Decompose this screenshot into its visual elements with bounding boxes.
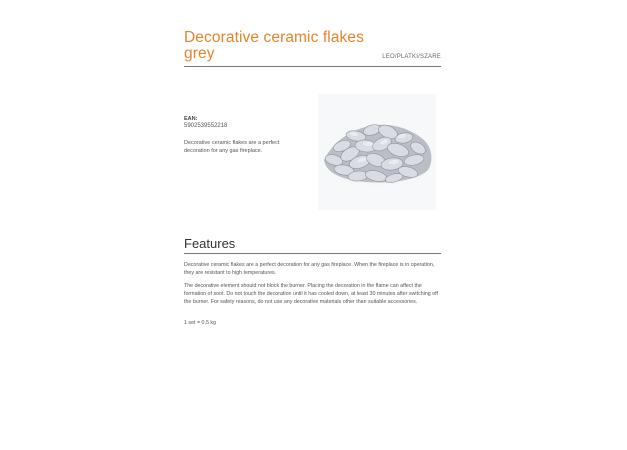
title-divider xyxy=(184,66,441,67)
features-paragraph: The decorative element should not block the burner. Placing the decoration in the flame can affect the formation of soot. Do not touch the decoration until it has cooled down, at least 30 minutes after switching off the burner. For safety reasons, do not use any decorative materials other than suitable accessories. xyxy=(184,283,439,305)
features-heading: Features xyxy=(184,236,236,251)
product-title: Decorative ceramic flakes grey xyxy=(184,29,364,62)
ceramic-flakes-icon xyxy=(318,94,436,210)
features-divider xyxy=(184,253,441,254)
product-sku: LEO/PLATKI/SZARE xyxy=(382,54,441,60)
ean-value: 5902539552218 xyxy=(184,123,228,129)
short-description: Decorative ceramic flakes are a perfect decoration for any gas fireplace. xyxy=(184,140,280,154)
features-paragraph: 1 set = 0,5 kg xyxy=(184,320,216,326)
ean-label: EAN: xyxy=(184,116,198,122)
product-image xyxy=(318,94,436,210)
features-paragraph: Decorative ceramic flakes are a perfect decoration for any gas fireplace. When the fireplace is in operation, they are resistant to high temperatures. xyxy=(184,262,435,276)
